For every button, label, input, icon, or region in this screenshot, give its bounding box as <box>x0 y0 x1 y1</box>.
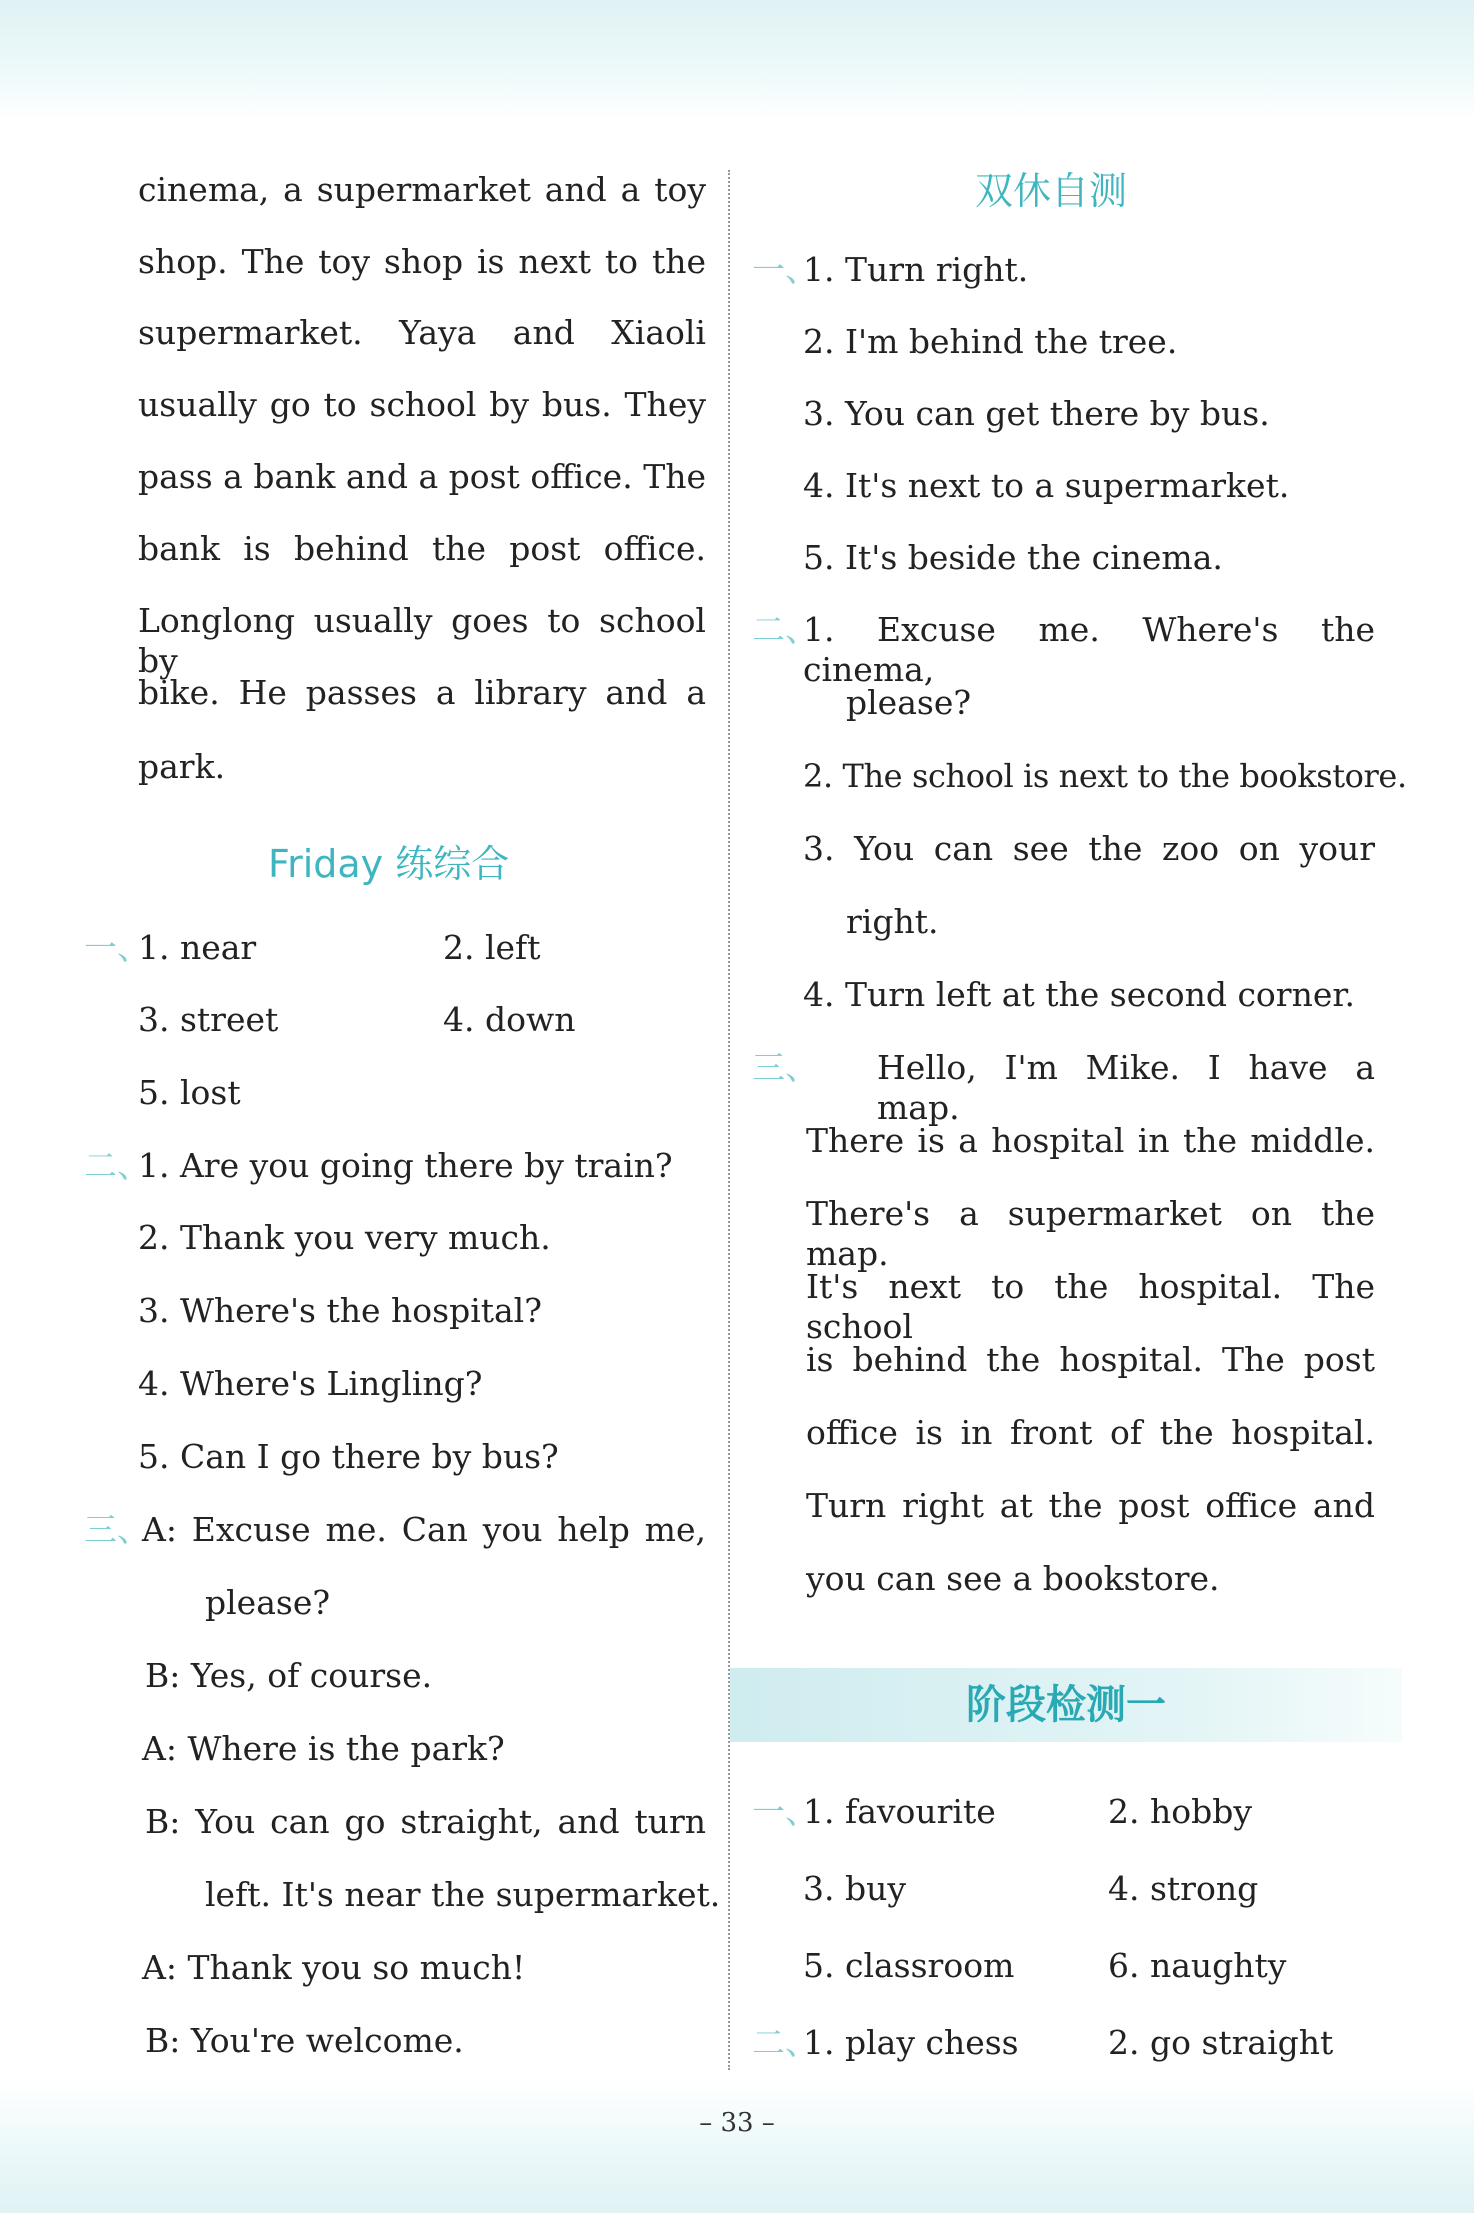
writing-line: There's a supermarket on the map. <box>806 1194 1375 1273</box>
passage-line: pass a bank and a post office. The <box>138 457 706 496</box>
passage-line: bank is behind the post office. <box>138 529 706 568</box>
weekend-test-heading: 双休自测 <box>975 169 1128 213</box>
writing-line: Turn right at the post office and <box>806 1486 1375 1525</box>
passage-line: shop. The toy shop is next to the <box>138 242 706 281</box>
bottom-decor-band <box>0 2083 1474 2213</box>
answer-item: 1. play chess <box>803 2023 1019 2062</box>
writing-line: Hello, I'm Mike. I have a map. <box>877 1048 1375 1127</box>
writing-line: There is a hospital in the middle. <box>806 1121 1375 1160</box>
answer-item: 4. Turn left at the second corner. <box>803 975 1355 1014</box>
answer-item: 1. Excuse me. Where's the cinema, <box>803 610 1375 689</box>
answer-item: 3. You can get there by bus. <box>803 394 1270 433</box>
passage-line: Longlong usually goes to school by <box>138 601 706 680</box>
answer-item: please? <box>846 683 972 722</box>
column-divider <box>728 170 730 2070</box>
answer-item: 5. lost <box>138 1073 241 1112</box>
answer-item: 4. down <box>443 1000 576 1039</box>
answer-item: 4. strong <box>1108 1869 1259 1908</box>
answer-item: 4. It's next to a supermarket. <box>803 466 1290 505</box>
answer-item: 2. go straight <box>1108 2023 1334 2062</box>
writing-line: office is in front of the hospital. <box>806 1413 1375 1452</box>
section-marker: 一、 <box>752 250 818 289</box>
friday-heading: Friday 练综合 <box>268 842 510 886</box>
section-marker: 三、 <box>752 1048 818 1087</box>
section-marker: 二、 <box>752 2023 818 2062</box>
dialogue-line: B: You can go straight, and turn <box>145 1802 706 1841</box>
page-number: – 33 – <box>699 2108 775 2138</box>
answer-item: 2. Thank you very much. <box>138 1218 551 1257</box>
dialogue-line: left. It's near the supermarket. <box>205 1875 721 1914</box>
dialogue-line: please? <box>205 1583 331 1622</box>
dialogue-line: A: Where is the park? <box>142 1729 505 1768</box>
answer-item: 2. The school is next to the bookstore. <box>803 757 1407 795</box>
answer-item: 1. Are you going there by train? <box>138 1146 673 1185</box>
answer-item: 2. I'm behind the tree. <box>803 322 1178 361</box>
answer-item: 2. hobby <box>1108 1792 1252 1831</box>
stage-test-heading: 阶段检测一 <box>966 1682 1166 1728</box>
section-marker: 二、 <box>84 1146 150 1185</box>
answer-item: 5. It's beside the cinema. <box>803 538 1223 577</box>
answer-item: 5. Can I go there by bus? <box>138 1437 559 1476</box>
answer-item: right. <box>846 902 939 941</box>
dialogue-line: A: Excuse me. Can you help me, <box>142 1510 706 1549</box>
writing-line: It's next to the hospital. The school <box>806 1267 1375 1346</box>
top-decor-band <box>0 0 1474 120</box>
passage-line: usually go to school by bus. They <box>138 385 706 424</box>
passage-line: park. <box>138 747 226 786</box>
answer-item: 3. Where's the hospital? <box>138 1291 542 1330</box>
answer-item: 3. You can see the zoo on your <box>803 829 1375 868</box>
answer-item: 1. favourite <box>803 1792 996 1831</box>
answer-item: 1. near <box>138 928 257 967</box>
passage-line: cinema, a supermarket and a toy <box>138 170 706 209</box>
answer-item: 4. Where's Lingling? <box>138 1364 483 1403</box>
answer-item: 5. classroom <box>803 1946 1015 1985</box>
answer-item: 2. left <box>443 928 541 967</box>
writing-line: is behind the hospital. The post <box>806 1340 1375 1379</box>
section-marker: 三、 <box>84 1510 150 1549</box>
passage-line: bike. He passes a library and a <box>138 673 706 712</box>
section-marker: 一、 <box>752 1792 818 1831</box>
passage-line: supermarket. Yaya and Xiaoli <box>138 313 706 352</box>
answer-item: 1. Turn right. <box>803 250 1029 289</box>
answer-item: 6. naughty <box>1108 1946 1287 1985</box>
stage-test-banner <box>730 1668 1402 1742</box>
section-marker: 一、 <box>84 928 150 967</box>
dialogue-line: A: Thank you so much! <box>142 1948 526 1987</box>
section-marker: 二、 <box>752 610 818 649</box>
writing-line: you can see a bookstore. <box>806 1559 1220 1598</box>
dialogue-line: B: Yes, of course. <box>145 1656 433 1695</box>
answer-item: 3. street <box>138 1000 279 1039</box>
dialogue-line: B: You're welcome. <box>145 2021 464 2060</box>
answer-item: 3. buy <box>803 1869 906 1908</box>
